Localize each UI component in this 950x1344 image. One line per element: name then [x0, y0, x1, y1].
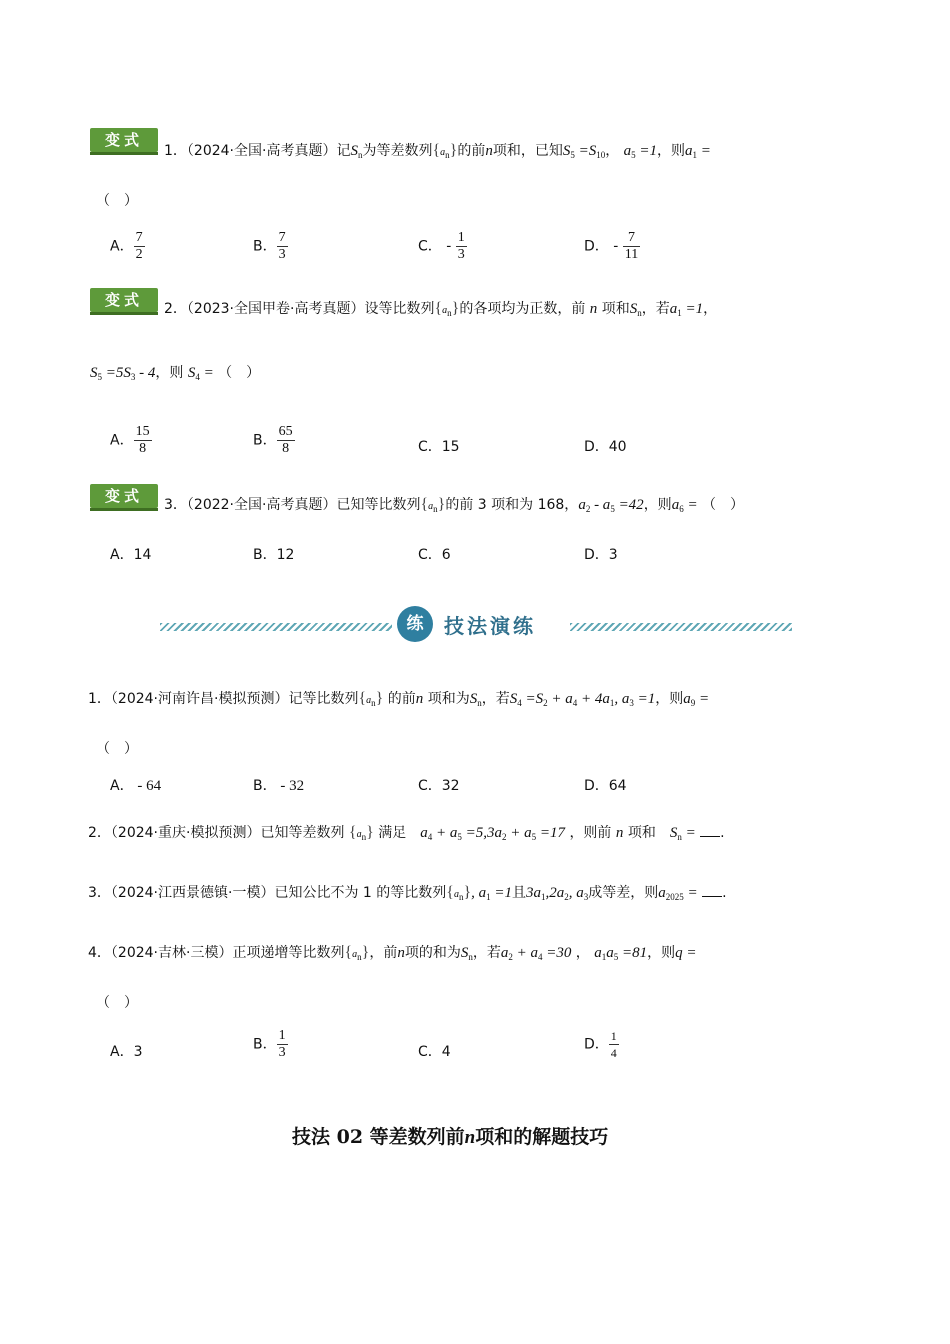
option-a[interactable]: A． $\frac{15}{8}$ — [110, 424, 150, 456]
question-number: 1． — [88, 691, 111, 707]
answer-paren: （ ） — [96, 995, 138, 1011]
stem-text: ，若 — [472, 945, 501, 961]
option-d[interactable]: D． $\frac{1}{4}$ — [584, 1029, 617, 1060]
stem-text: 已知等差数列 — [260, 825, 345, 841]
variant-badge-3: 变式 — [90, 484, 158, 508]
option-d[interactable]: D．3 — [584, 547, 618, 563]
option-b[interactable]: B． $\frac{7}{3}$ — [253, 230, 286, 262]
formula-a1: , $a_1 =1$ — [471, 885, 513, 902]
option-d[interactable]: D．40 — [584, 439, 627, 455]
stem-text: ， — [575, 945, 590, 961]
answer-blank[interactable] — [702, 896, 722, 897]
answer-paren: （ ） — [96, 741, 138, 757]
question-source: （2024·全国·高考真题） — [186, 143, 337, 159]
question-number: 3． — [88, 885, 111, 901]
question-source: （2024·江西景德镇·一模） — [110, 885, 275, 901]
option-d[interactable]: D．64 — [584, 778, 627, 794]
question-source: （2023·全国甲卷·高考真题） — [186, 301, 365, 317]
formula-S4: $S_4 =S_2 + a_4 + 4a_1$, $a_3 =1$ — [509, 691, 656, 708]
question-source: （2024·吉林·三模） — [110, 945, 233, 961]
option-a[interactable]: A． $\frac{7}{2}$ — [110, 230, 143, 262]
option-c[interactable]: C．32 — [418, 778, 460, 794]
option-c[interactable]: C．6 — [418, 547, 451, 563]
stem-text: 记 — [336, 143, 351, 159]
practice-title: 技法演练 — [444, 614, 536, 638]
divider-hatch-right — [570, 623, 792, 631]
option-b[interactable]: B．12 — [253, 547, 295, 563]
variant-2-stem-cont: $S_5 =5S_3 - 4$，则 $S_4$ = （ ） — [90, 365, 261, 382]
practice-2-stem: 2．（2024·重庆·模拟预测）已知等差数列 {an} 满足 $a_4 + a_5 =5,3a_2 + a_5 =17$ ，则前 n 项和 $S_n$ = . — [88, 824, 725, 842]
stem-text: 项和 — [601, 301, 630, 317]
formula-S5-eq-S10: $S_5 =S_{10}$ — [562, 143, 606, 160]
stem-text: 记等比数列 — [288, 691, 359, 707]
question-number: 3． — [164, 497, 187, 513]
formula-a5: $a_5 =1$ — [623, 143, 658, 160]
option-c[interactable]: C．15 — [418, 439, 460, 455]
stem-text: 成等差，则 — [588, 885, 659, 901]
stem-text: ，则 — [155, 365, 184, 381]
question-source: （2024·重庆·模拟预测） — [110, 825, 261, 841]
stem-text: n — [397, 945, 405, 961]
formula-a1: $a_1 =1$ — [669, 301, 704, 318]
stem-text: ， — [703, 301, 718, 317]
practice-1-stem: 1．（2024·河南许昌·模拟预测）记等比数列{an} 的前n 项和为$S_n$，若$S_4 =S_2 + a_4 + 4a_1$, $a_3 =1$，则$a_9$ = — [88, 690, 710, 708]
stem-text: ，前 — [369, 945, 398, 961]
answer-blank[interactable] — [700, 836, 720, 837]
stem-text: 正项递增等比数列 — [232, 945, 345, 961]
variant-3-stem: 3．（2022·全国·高考真题）已知等比数列{an}的前 3 项和为 168，$a_2 - a_5 =42$，则$a_6$ = （ ） — [164, 496, 745, 514]
question-number: 2． — [164, 301, 187, 317]
option-a[interactable]: A． - 64 — [110, 778, 162, 794]
answer-paren: （ ） — [96, 193, 138, 209]
option-b[interactable]: B． $\frac{1}{3}$ — [253, 1028, 286, 1060]
question-source: （2022·全国·高考真题） — [186, 497, 337, 513]
practice-4-stem: 4．（2024·吉林·三模）正项递增等比数列{an}，前n项的和为$S_n$，若$a_2 + a_4 =30$ ， $a_1a_5 =81$，则q = — [88, 944, 697, 962]
option-b[interactable]: B． $\frac{65}{8}$ — [253, 424, 293, 456]
stem-text: 项和为 — [427, 691, 470, 707]
stem-text: 项和，已知 — [492, 143, 563, 159]
option-a[interactable]: A．14 — [110, 547, 152, 563]
stem-text: n — [485, 143, 493, 159]
question-number: 4． — [88, 945, 111, 961]
question-number: 1． — [164, 143, 187, 159]
formula-condition: $a_4 + a_5 =5,3a_2 + a_5 =17$ — [420, 825, 565, 842]
stem-text: ，则 — [655, 691, 684, 707]
section-heading: 技法 02 等差数列前n项和的解题技巧 — [292, 1126, 609, 1148]
variant-badge-1: 变式 — [90, 128, 158, 152]
option-a[interactable]: A．3 — [110, 1044, 143, 1060]
variant-1-stem: 1．（2024·全国·高考真题）记$S_n$为等差数列{an}的前n项和，已知$S_5 =S_{10}$， $a_5 =1$，则$a_1$ = — [164, 142, 711, 160]
variant-2-stem: 2．（2023·全国甲卷·高考真题）设等比数列{an}的各项均为正数，前 n 项和$S_n$，若$a_1 =1$， — [164, 300, 718, 318]
stem-text: n — [589, 301, 598, 317]
stem-text: 的前 — [387, 691, 416, 707]
formula-a2-a5: $a_2 - a_5 =42$ — [578, 497, 644, 514]
stem-text: 满足 — [378, 825, 407, 841]
practice-3-stem: 3．（2024·江西景德镇·一模）已知公比不为 1 的等比数列{an}, $a_1 =1$且$3a_1,2a_2$, $a_3$成等差，则$a_{2025}$ = . — [88, 884, 727, 902]
stem-text: ，则 — [647, 945, 676, 961]
option-b[interactable]: B． - 32 — [253, 778, 305, 794]
stem-text: ，则 — [643, 497, 672, 513]
formula-a1a5: $a_1a_5 =81$ — [594, 945, 648, 962]
stem-text: ，则前 — [569, 825, 612, 841]
answer-paren: （ ） — [702, 497, 745, 513]
formula-terms: $3a_1,2a_2$, $a_3$ — [526, 885, 589, 902]
option-d[interactable]: D． - $\frac{7}{11}$ — [584, 230, 639, 262]
question-source: （2024·河南许昌·模拟预测） — [110, 691, 289, 707]
stem-text: ，若 — [641, 301, 670, 317]
practice-badge: 练 — [397, 606, 433, 642]
stem-text: 的各项均为正数，前 — [459, 301, 586, 317]
stem-text: 项和 — [627, 825, 656, 841]
option-c[interactable]: C．4 — [418, 1044, 451, 1060]
variant-badge-2: 变式 — [90, 288, 158, 312]
answer-paren: （ ） — [218, 365, 261, 381]
stem-text: 且 — [512, 885, 527, 901]
formula-a2-a4: $a_2 + a_4 =30$ — [500, 945, 572, 962]
stem-text: ，则 — [657, 143, 686, 159]
stem-text: 已知公比不为 1 的等比数列 — [274, 885, 447, 901]
stem-text: 的前 3 项和为 168， — [445, 497, 579, 513]
formula-Sn: $S_n$ — [350, 143, 363, 160]
stem-text: ，若 — [481, 691, 510, 707]
stem-text: ， — [605, 143, 620, 159]
stem-text: 为等差数列 — [362, 143, 433, 159]
stem-text: 已知等比数列 — [336, 497, 421, 513]
formula-a1: $a_1$ = — [685, 143, 711, 160]
formula-S5: $S_5 =5S_3 - 4$ — [90, 365, 156, 382]
stem-text: 的前 — [457, 143, 486, 159]
option-c[interactable]: C． - $\frac{1}{3}$ — [418, 230, 465, 262]
stem-text: 设等比数列 — [364, 301, 435, 317]
divider-hatch-left — [160, 623, 392, 631]
stem-text: 项的和为 — [404, 945, 461, 961]
question-number: 2． — [88, 825, 111, 841]
